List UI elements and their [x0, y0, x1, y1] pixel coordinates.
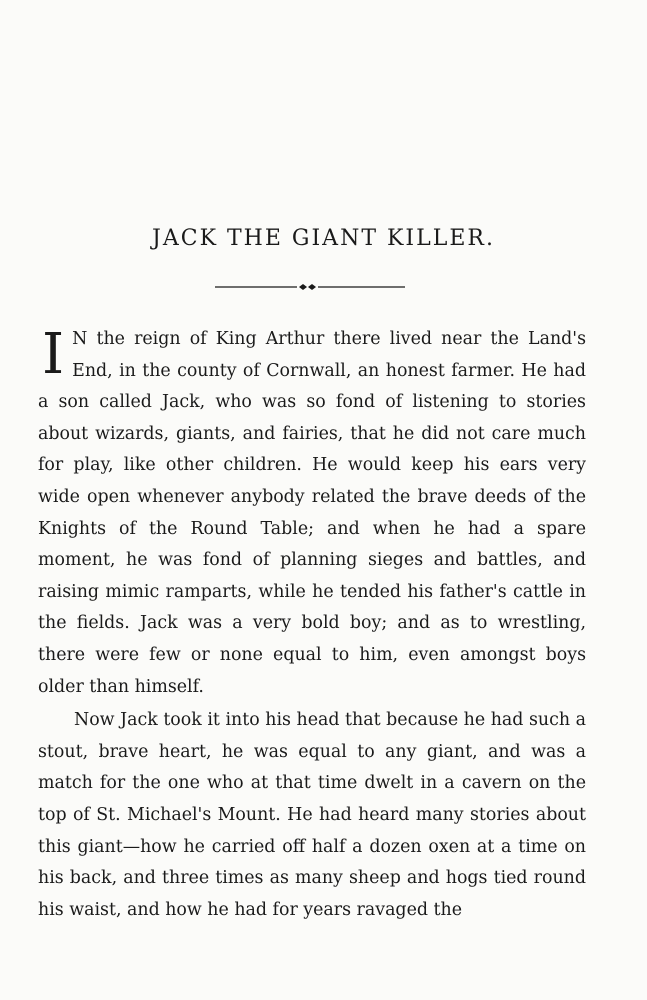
paragraph-2: Now Jack took it into his head that because he had such a stout, brave heart, he was equal to any giant, and was a match for the one who at that time dwelt in a cavern on the top of St. Michael's Mount. He had heard many stories about this giant—how he carried off half a dozen oxen at a time on his back, and three times as many sheep and hogs tied round his waist, and how he had for years ravaged the	[38, 710, 586, 920]
body-text	[38, 324, 586, 926]
title-ornament-rule	[215, 280, 405, 294]
drop-cap: I	[42, 322, 65, 387]
paragraph-1	[38, 324, 586, 703]
paragraph-1-text: N the reign of King Arthur there lived near the Land's End, in the county of Cornwall, an honest farmer. He had a son called Jack, who was so fond of listening to stories about wizards, giants, and fairies, that he did not care much for play, like other children. He would keep his ears very wide open whenever anybody related the brave deeds of the Knights of the Round Table; and when he had a spare moment, he was fond of planning sieges and battles, and raising mimic ramparts, while he tended his father's cattle in the fields. Jack was a very bold boy; and as to wrestling, there were few or none equal to him, even amongst boys older than himself.	[38, 329, 586, 697]
chapter-title: JACK THE GIANT KILLER.	[152, 226, 495, 251]
